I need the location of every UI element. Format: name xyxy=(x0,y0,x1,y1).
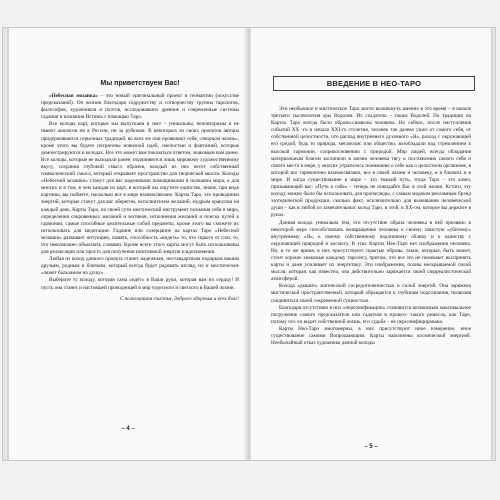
project-name: «Небесная мозаика» xyxy=(49,93,99,99)
left-page xyxy=(9,28,247,460)
book-spread xyxy=(3,28,495,460)
body-paragraph: Карты Нео-Таро многомерны, в них присутствуют иное измерение, иное существование самими Вопрошающим. Карты наполнены космической энергией. Необычайный отказ художника данной колоды xyxy=(271,325,471,347)
body-paragraph: Выберите ту колоду, которая сама «идёт» в Ваши руки, которая вам по сердцу! И пусть она станет и настоящей проводницей в мир чудесного и светлого в Вашей жизни. xyxy=(41,277,239,291)
body-paragraph: Все колоды карт, которые мы выпускаем в свет – уникальны, неповторимы и не имеют аналогов ни в России, ни за рубежом. В некоторых из своих проектов авторы придерживаются серьезных традиций, во всех же они проявляют себя, «творцом жизнь», кроме этого вы будете потрясены новизной идей, смелостью и фантазией, которые демонстрируются в колодах. Все это может вам показаться ответом, знакомым вам ранее. Все колоды, которые не выходили ранее, подчиняются лишь мировому художественному вкусу, сохранив глубокий смысл образов, каждый из них несет собственный символический смысл, который открывает пространство для творческой мысли. Колоды «Небесной мозаики» станут для вас надежными помощниками в познании мира, а для многих и в том, в чем каждая из карт, в которой вы ощутите единство, иначе, при виде картины, вы поймете, насколько все в мире взаимосвязано. Карты Таро, это проводники энергий, которые станут для вас оберегом, исполнителем желаний, мудрым оракулом на каждый день. Карты Таро, по своей сути мистический инструмент познания себя и мира, определения сокровенных желаний и мотивов, исполнения желаний и поиска путей к гармонии, самые способные целительные собой предметы, кроме этого вы сможете их использовать для медитации. Гадание или созерцание на картах Таро «Небесной мозаики» развивает интуицию, память, способность «видеть» то, что скрыто от глаз, то, что невозможно объяснить словами. Кроме всего этого карты могут быть использованы для релаксации или просто для получения позитивной энергии и вдохновения. xyxy=(41,121,239,256)
page-number-right: – 5 – xyxy=(364,444,378,450)
chapter-title: ВВЕДЕНИЕ В НЕО-ТАРО xyxy=(273,76,475,91)
left-page-content xyxy=(41,80,239,303)
body-paragraph: Любая из колод данного проекта станет надежным, неставдартным подарком вашим друзьям, родным и близким, который всегда будет радовать взгляд, но и мистические «ляжет бальзамом на душу». xyxy=(41,256,239,277)
body-paragraph: Благодаря отсутствию в них «персонификации» становится возможным максимальное погружение самого предсказателя или гадателя в процесс такого ремесла, как Таро, потому что он видит собственной жизнь, его судьба – не персонифицирована. xyxy=(271,304,471,325)
body-paragraph: Данная колода уникальна тем, что отсутствие образа человека в ней призвано в некоторой мере способствовать возвращению человека к своему зачастую «убитому» внутреннему «Я», к своему собственному подлинному облику и к единству с окружающей природой и космосу. В этих Картах Нео-Таро нет изображения человека. Но, в то же время, в них присутствуют скрытые образы, такие, которые, быть может, стоит хорошо знакомые каждому тарологу, притом, что все это не помешает воспринять карты и даже усиливает их энергетику. Эти изображения, полны нескрываемой силой мысли, которая, как известно, она действительно заряжается своей сюрреалистической атмосферой. xyxy=(271,219,471,283)
body-paragraph: Колода «дышит» магической сосредоточенностью и силой энергий. Она заряжена мистической пространственной, который обращается к глубинам подсознания, позволяя соединиться своей сокровенной сущностью. xyxy=(271,283,471,304)
page-number-left: – 4 – xyxy=(121,426,135,432)
right-page-content xyxy=(271,106,471,347)
body-paragraph: Эти необычное и мистическое Таро могло возникнуть именно в это время – в начале третьего тысячелетия эры Водолея. Их создатель – также Водолей. По традиции на Картах Таро всегда были образы-символы человека. Но сейчас, после наступления событий XX -го и начала XXI-го столетия, человек так далеко ушел от самого себя, от собственной целостности, что распад внутреннего духовного «Я», разлад с окружающей его средой, будь то природа, мегаполис или общество, возобладали над стремлением к высокой гармонии, соприкосновению с природой. Мир людей, всегда обладания материальным благом заслонили в жизни человека тягу к постижению самого себя и своего места в мире, у многих утратилось понимание о себе как о целостном организме, в которой все гармонично взаимосвязано, все в своей жизни и человеку, и в близких и в мире. И когда существование в мире – это тяжкий путь, тогда Таро – это ключ, призывающий вас: «Путь к себе» – теперь не покидайте Вас в этой жизни. Кстати, эту колоду можно было бы использовать для пропаганды, с самым модным рекламным брэнд эзотерической продукции, сколько факт, исключительно для выживания человеческой души – как в любой из замечательных колод Таро, в этой, в XX-ом, которое вы держите в руках. xyxy=(271,106,471,219)
right-page xyxy=(251,28,491,460)
intro-paragraph: «Небесная мозаика» – это новый оригинальный проект в геомантии (искусстве предсказаний). Он возник благодаря содружеству и сотворчеству группы тарологов, философов, художников и поэтов, исследовавших древние и современные системы гадания и познания Истины с помощью Таро. xyxy=(41,93,239,121)
greeting-heading: Мы приветствуем Вас! xyxy=(100,80,180,87)
signature-line: С пожеланием счастья, доброго здоровья и всех благ! xyxy=(119,295,239,302)
